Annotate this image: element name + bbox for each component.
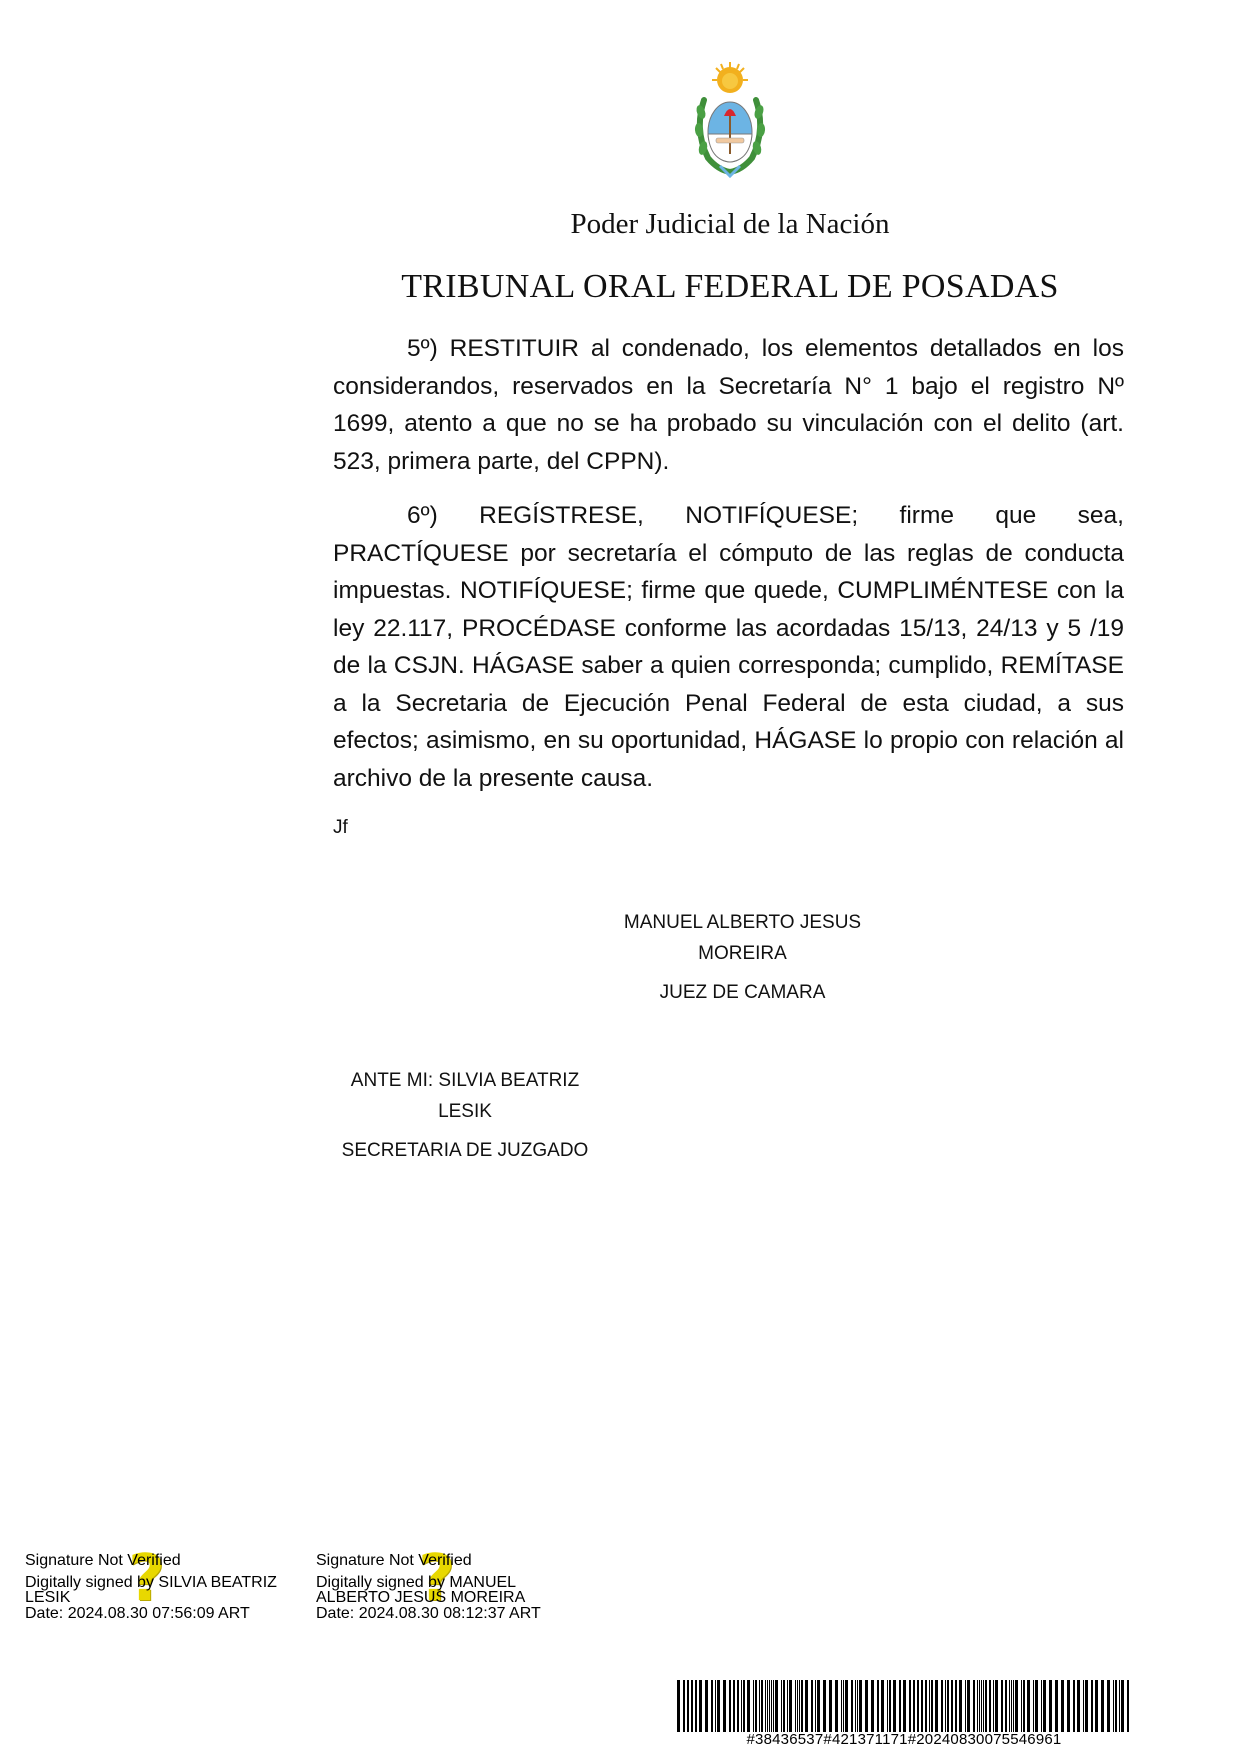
digital-signature-2 <box>316 1553 606 1621</box>
paragraph-6: 6º) REGÍSTRESE, NOTIFÍQUESE; firme que sea, PRACTÍQUESE por secretaría el cómputo de las reglas de conducta impuestas. NOTIFÍQUESE; firme que quede, CUMPLIMÉNTESE con la ley 22.117, PROCÉDASE conforme las acordadas 15/13, 24/13 y 5 /19 de la CSJN. HÁGASE saber a quien corresponda; cumplido, REMÍTASE a la Secretaria de Ejecución Penal Federal de esta ciudad, a sus efectos; asimismo, en su oportunidad, HÁGASE lo propio con relación al archivo de la presente causa. <box>333 502 1124 792</box>
judge-name-line1: MANUEL ALBERTO JESUS <box>623 912 862 933</box>
barcode <box>675 1680 1133 1732</box>
header-court-name: TRIBUNAL ORAL FEDERAL DE POSADAS <box>401 268 1059 305</box>
secretary-role: SECRETARIA DE JUZGADO <box>341 1140 589 1161</box>
signature-status: Signature Not Verified <box>25 1552 181 1569</box>
digital-signature-1 <box>25 1553 315 1621</box>
question-mark-icon: ? <box>128 1542 166 1616</box>
author-initials: Jf <box>333 817 348 838</box>
signature-status: Signature Not Verified <box>316 1552 472 1569</box>
header-institution: Poder Judicial de la Nación <box>570 208 890 240</box>
secretary-signature-block <box>340 1065 590 1166</box>
signature-date: Date: 2024.08.30 08:12:37 ART <box>316 1604 541 1622</box>
secretary-name-line2: LESIK <box>438 1101 492 1122</box>
coat-of-arms-argentina-icon <box>690 60 770 180</box>
signature-signed-by-line1: Digitally signed by MANUEL <box>316 1573 517 1591</box>
question-mark-icon: ? <box>418 1542 456 1616</box>
judge-role: JUEZ DE CAMARA <box>659 982 826 1003</box>
secretary-name-line1: ANTE MI: SILVIA BEATRIZ <box>350 1070 580 1091</box>
signature-signed-by-line2: ALBERTO JESUS MOREIRA <box>316 1589 526 1606</box>
paragraph-5: 5º) RESTITUIR al condenado, los elementos detallados en los considerandos, reservados en la Secretaría N° 1 bajo el registro Nº 1699, atento a que no se ha probado su vinculación con el delito (art. 523, primera parte, del CPPN). <box>333 335 1124 475</box>
judge-name-line2: MOREIRA <box>698 943 787 964</box>
signature-date: Date: 2024.08.30 07:56:09 ART <box>25 1604 250 1622</box>
sun-icon <box>712 62 748 93</box>
signature-signed-by-line2: LESIK <box>25 1589 71 1606</box>
barcode-text: #38436537#421371171#20240830075546961 <box>746 1731 1062 1748</box>
signature-signed-by-line1: Digitally signed by SILVIA BEATRIZ <box>25 1573 277 1591</box>
judge-signature-block <box>620 907 865 1008</box>
